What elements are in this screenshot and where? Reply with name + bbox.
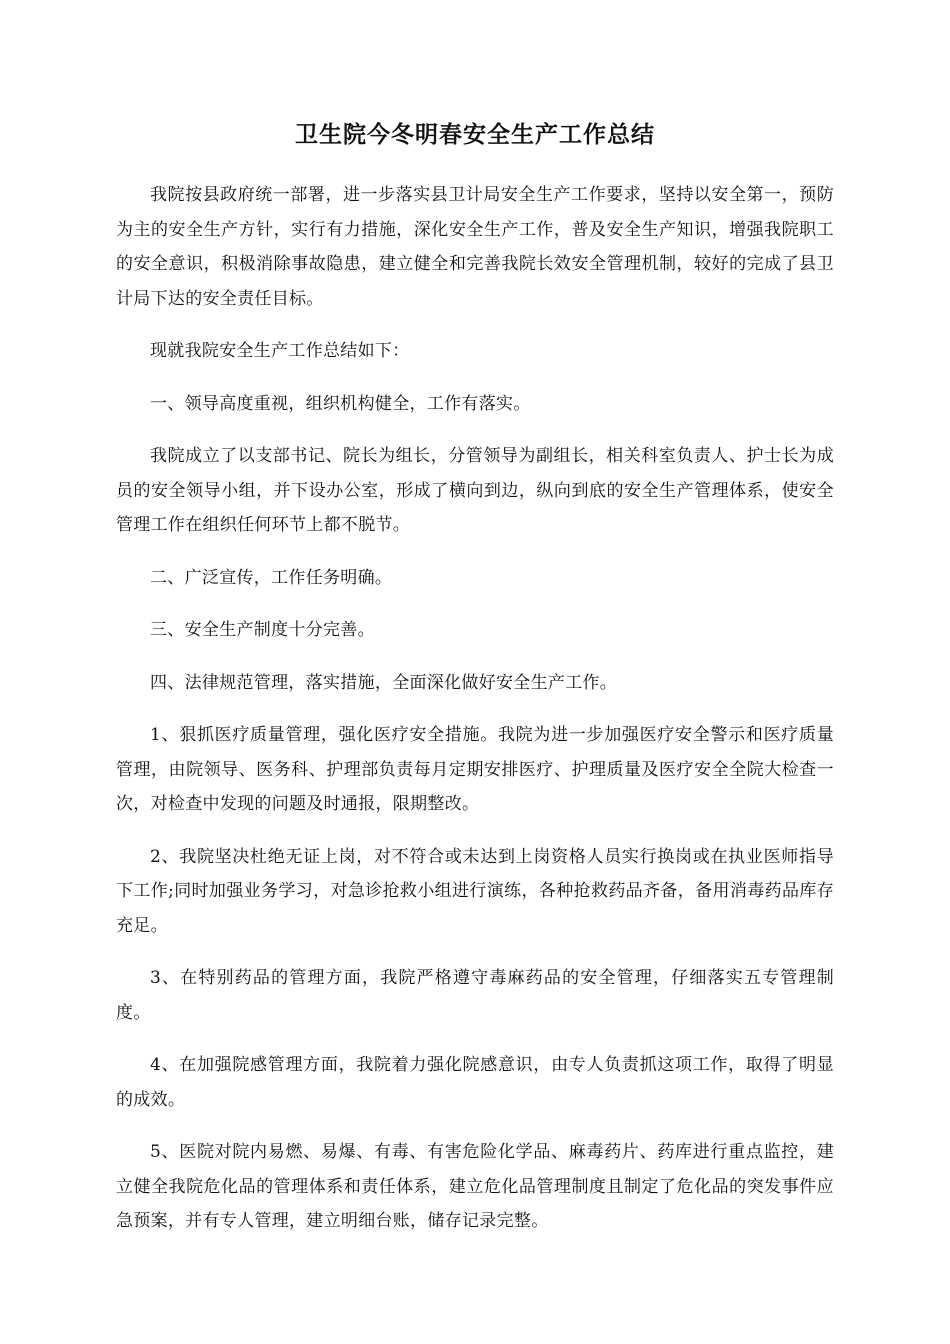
section-heading-2: 二、广泛宣传，工作任务明确。 (150, 567, 393, 588)
list-item-1: 1、狠抓医疗质量管理，强化医疗安全措施。我院为进一步加强医疗安全警示和医疗质量管理，由院领导、医务科、护理部负责每月定期安排医疗、护理质量及医疗安全全院大检查一次，对检查中发现的问题及时通报，限期整改。 (116, 725, 834, 814)
document-body (116, 178, 834, 1257)
list-item-2: 2、我院坚决杜绝无证上岗，对不符合或未达到上岗资格人员实行换岗或在执业医师指导下工作;同时加强业务学习，对急诊抢救小组进行演练，各种抢救药品齐备，备用消毒药品库存充足。 (116, 846, 834, 936)
paragraph-intro: 我院按县政府统一部署，进一步落实县卫计局安全生产工作要求，坚持以安全第一，预防为主的安全生产方针，实行有力措施，深化安全生产工作，普及安全生产知识，增强我院职工的安全意识，积极消除事故隐患，建立健全和完善我院长效安全管理机制，较好的完成了县卫计局下达的安全责任目标。 (116, 185, 834, 309)
section-heading-4: 四、法律规范管理，落实措施，全面深化做好安全生产工作。 (150, 672, 618, 693)
page-title: 卫生院今冬明春安全生产工作总结 (295, 122, 655, 148)
section-heading-3: 三、安全生产制度十分完善。 (150, 620, 375, 640)
paragraph-summary-lead: 现就我院安全生产工作总结如下： (150, 341, 410, 361)
paragraph-leadership: 我院成立了以支部书记、院长为组长，分管领导为副组长，相关科室负责人、护士长为成员的安全领导小组，并下设办公室，形成了横向到边，纵向到底的安全生产管理体系，使安全管理工作在组织任何环节上都不脱节。 (116, 446, 834, 535)
list-item-4: 4、在加强院感管理方面，我院着力强化院感意识，由专人负责抓这项工作，取得了明显的成效。 (116, 1055, 834, 1110)
section-heading-1: 一、领导高度重视，组织机构健全，工作有落实。 (150, 393, 531, 414)
list-item-3: 3、在特别药品的管理方面，我院严格遵守毒麻药品的安全管理，仔细落实五专管理制度。 (116, 968, 834, 1023)
list-item-5: 5、医院对院内易燃、易爆、有毒、有害危险化学品、麻毒药片、药库进行重点监控，建立健全我院危化品的管理体系和责任体系，建立危化品管理制度且制定了危化品的突发事件应急预案，并有专人管理，建立明细台账，储存记录完整。 (116, 1142, 834, 1231)
